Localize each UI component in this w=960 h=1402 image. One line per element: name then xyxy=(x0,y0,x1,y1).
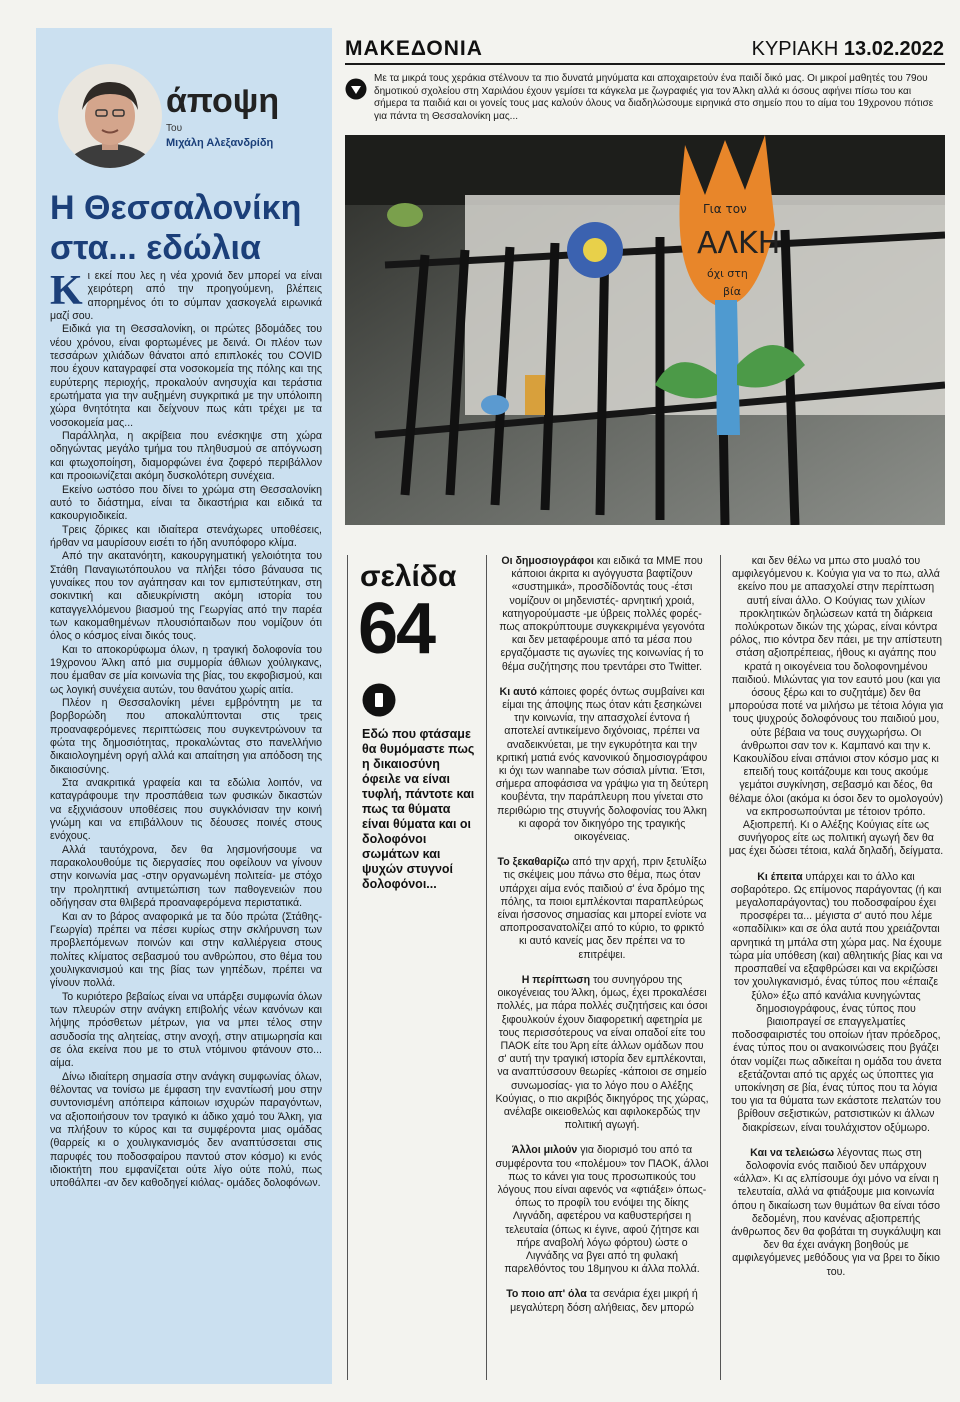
column-paragraph: Οι δημοσιογράφοι και ειδικά τα ΜΜΕ που κάποιοι άκριτα κι αγόγγυστα βαφτίζουν «συστημικά», προσδίδοντάς τους -έτσι νομίζουν οι μηδενιστές- αρνητική χροιά, κατηγορούμαστε -με ύβρεις πολλές φορές- πως αποκρύπτουμε συγκεκριμένα γεγονότα και δεν μεταφέρουμε από τα μέσα που εργαζόμαστε τις αγωνίες της κοινωνίας ή το θέμα συζήτησης που τρεντάρει στο Twitter. xyxy=(499,555,705,673)
header-divider xyxy=(345,63,945,65)
column-paragraph: Κι αυτό κάποιες φορές όντως συμβαίνει και είμαι της άποψης πως όταν κάτι ξεσηκώνει την κοινωνία, την απασχολεί έντονα ή αποτελεί αντικείμενο διχόνοιας, πρέπει να αναδεικνύεται, με την εγκυρότητα και την κριτική ματιά ενός κανονικού δημοσιογράφου κι όχι των wannabe των σόσιαλ μίντια. Έτσι, σήμερα αποφάσισα να γράψω για τη δεύτερη κουβέντα, την παράπλευρη που γίνεται στο περιθώριο της στυγνής δολοφονίας του Άλκη κι αφορά τον δικηγόρο της τραγικής οικογένειας. xyxy=(495,685,709,844)
body-paragraph: Τρεις ζόρικες και ιδιαίτερα στενάχωρες υποθέσεις, ήρθαν να μαυρίσουν εισέτι το ήδη ανυπόφορο κλίμα. xyxy=(50,523,322,549)
body-paragraph: Αλλά ταυτόχρονα, δεν θα λησμονήσουμε να παρακολουθούμε τις διεργασίες που οφείλουν να γίνουν στην κοινωνία μας -στην οργανωμένη πολιτεία- με στόχο την προληπτική αντιμετώπιση των παθογενειών που οδήγησαν στα θλιβερά προαναφερόμενα περιστατικά. xyxy=(50,843,322,910)
column-paragraph: Κι έπειτα υπάρχει και το άλλο και σοβαρότερο. Ως επίμονος παράγοντας (ή και μεγαλοπαράγοντας) του ποδοσφαίρου έχει προσφέρει τα... μέγιστα σ' αυτό που λέμε «οπαδίλικι» και σε όλα αυτά που χρειάζονται αρνητικά τη μπάλα στη χώρα μας. Να έχουμε τώρα μία υπόθεση (και) αθλητικής βίας και να προσπαθεί να εξαφθρώσει και να εκριζώσει τον χουλιγκανισμό, ένας τύπος που «έπαιζε ξύλο» έξω από κανάλια κυνηγώντας δημοσιογράφους, ένας τύπος που βιαιοπραγεί σε επαγγελματίες ποδοσφαιριστές του οποίων ήταν πρόεδρος, ένας τύπος που οι ανακοινώσεις που βγάζει όταν νομίζει πως αδικείται η ομάδα του άνετα εξετάζονται από τις αρχές ως ύποπτες για υποκίνηση σε βία, ένας τύπος που τα λόγια του για τα θύματα των εκάστοτε πελατών του βρίθουν σεξιστικών, ρατσιστικών κι άλλων διακρίσεων, είναι τουλάχιστον οξύμωρο. xyxy=(729,870,943,1134)
column-paragraph: Το ξεκαθαρίζω από την αρχή, πριν ξετυλίξω τις σκέψεις μου πάνω στο θέμα, πως όταν υπάρχει αίμα ενός παιδιού σ' ένα δρόμο της πόλης, τα ποιοι εμπλέκονται παραπλεύρως είναι ήσσονος σημασίας και μπορεί ενίοτε να αποπροσανατολίζει από το κύριο, το φρικτό κι αυτό κανείς μας δεν πρέπει να το επιτρέψει. xyxy=(497,856,707,961)
arrow-down-icon xyxy=(345,78,367,100)
drawing-text-line-1: Για τον xyxy=(703,202,747,216)
author-name: Μιχάλη Αλεξανδρίδη xyxy=(166,137,274,149)
issue-day: ΚΥΡΙΑΚΗ xyxy=(751,38,839,60)
body-paragraph: Και το αποκορύφωμα όλων, η τραγική δολοφονία του 19χρονου Άλκη από μια συμμορία άθλιων χούλιγκανς, που έμαθαν σε μία κοινωνία της βίας, του εκφοβισμού, και ως λογική συνέχεια αυτών, του θανάτου χωρίς αιτία. xyxy=(50,643,322,696)
body-paragraph: Στα ανακριτικά γραφεία και τα εδώλια λοιπόν, να καταγράφουμε την προσπάθεια των φυσικών δικαστών να εξιχνιάσουν υποθέσεις που συγκλόνισαν την κοινή γνώμη και να επιβάλλουν τις δέουσες ποινές στους ενόχους. xyxy=(50,777,322,843)
opinion-label: άποψη xyxy=(166,82,280,120)
column-divider xyxy=(347,555,348,1380)
right-column xyxy=(728,555,944,1291)
opinion-headline xyxy=(50,188,320,268)
section-name: ΜΑΚΕΔΟΝΙΑ xyxy=(345,37,483,60)
headline-line-2: στα... εδώλια xyxy=(50,229,261,267)
drawing-text-line-4: βία xyxy=(723,285,741,298)
issue-date xyxy=(752,38,944,61)
column-paragraph: Το ποιο απ' όλα τα σενάρια έχει μικρή ή μεγαλύτερη δόση αλήθειας, δεν μπορώ xyxy=(506,1288,698,1314)
drawing-text-line-3: όχι στη xyxy=(707,267,748,280)
column-paragraph: και δεν θέλω να μπω στο μυαλό του αμφιλεγόμενου κ. Κούγια για να το πω, αλλά εκείνο που με απασχολεί στην περίπτωση αυτή είναι άλλο. Ο Κούγιας των χιλίων προκλητικών δηλώσεων κατά τη διάρκεια πολύκροτων δικών της χώρας, είναι κόντρα ρόλος, πιο κόντρα δεν πάει, με την απίστευτη στάση αξιοπρέπειας, ήθους κι αγάπης που κρατά η οικογένεια του δολοφονημένου παιδιού. Μιλώντας για τον εαυτό μου (και για όσους ξέρω και το συζητάμε) δεν θα μπορούσα ποτέ να μιλήσω με τέτοια λόγια για τους ψυχρούς δολοφόνους του παιδιού μου, ούτε βέβαια να τους συγχωρήσω. Οι άνθρωποι σαν τον κ. Καμπανό και την κ. Κακουλίδου είναι σπάνιοι στον κόσμο μας κι επειδή τους κοιτάζουμε και τους ακούμε γεμάτοι συγκίνηση, σεβασμό και δέος, θα θέλαμε όλοι (ακόμα κι όσοι δεν το ομολογούν) να εκπροσωπούνται με τέτοιον τρόπο. Αξιοπρεπή. Κι ο Αλέξης Κούγιας είτε ως συνήγορος είτε ως πολιτική αγωγή δεν θα μας έχει δώσει τέτοια, καλά δηλαδή, δείγματα. xyxy=(728,555,944,858)
photo-caption: Με τα μικρά τους χεράκια στέλνουν τα πιο δυνατά μηνύματα και αποχαιρετούν ένα παιδί δικό μας. Οι μικροί μαθητές του 79ου δημοτικού σχολείου στη Χαριλάου έχουν γεμίσει τα κάγκελα με ζωγραφιές για τον Άλκη αλλά κι όσους αφήνει πίσω του και σήμερα τα παιδιά και οι γονείς τους μας καλούν όλους να διαδηλώσουμε ειρηνικά στο σημείο που το αίμα του 19χρονου πότισε για πάντα τη Θεσσαλονίκη μας... xyxy=(374,73,934,122)
body-paragraph: Και αν το βάρος αναφορικά με τα δύο πρώτα (Στάθης-Γεωργία) πρέπει να πέσει κυρίως στην σκλήρυνση των προβλεπόμενων ποινών και στην καλλιέργεια στους πολίτες κλίματος σεβασμού του ανθρώπου, στο θέμα του χουλιγκανισμού και της βίας των γηπέδων, πρέπει να γίνουν πολλά. xyxy=(50,910,322,990)
page-ref-number: 64 xyxy=(358,589,435,669)
headline-line-1: Η Θεσσαλονίκη xyxy=(50,189,302,227)
body-paragraph: Δίνω ιδιαίτερη σημασία στην ανάγκη συμφωνίας όλων, θέλοντας να τονίσω με έμφαση την εναντίωσή μου στην συντονισμένη απόπειρα κάποιων ισχυρών παραγόντων, να αξιοποιήσουν τον τραγικό κι άδικο χαμό του Άλκη, για να πλήξουν το κύρος και τα συμφέροντα μιας ομάδας (θαρρείς κι ο χουλιγκανισμός δεν αναπτύσσεται στις παρυφές του ποδοσφαίρου παντού στον κόσμο) κι ενός ιδιοκτήτη που εμφανίζεται ούτε λίγο ούτε πολύ, πως υποθάλπει -αν δεν καθοδηγεί κιόλας- ομάδες δολοφόνων. xyxy=(50,1070,322,1190)
issue-date-value: 13.02.2022 xyxy=(843,38,944,60)
drawing-text-line-2: ΑΛΚΗ xyxy=(697,226,781,261)
column-paragraph: Η περίπτωση του συνηγόρου της οικογένειας του Άλκη, όμως, έχει προκαλέσει πολλές, μα πάρα πολλές συζητήσεις και όσοι ξιφουλκούν έχουν διαφορετική αφετηρία με τους περισσότερους να είναι οπαδοί είτε του ΠΑΟΚ είτε του Άρη είτε άλλων ομάδων που σ' αυτή την τραγική ιστορία δεν εμπλέκονται, να αναπτύσσουν θεωρίες -κάποιοι σε σημείο συνωμοσίας- για το λόγο που ο Αλέξης Κούγιας, ο πιο ακριβός δικηγόρος της χώρας, ανέλαβε οικειοθελώς και αφιλοκερδώς την πολιτική αγωγή. xyxy=(495,973,709,1132)
column-paragraph: Άλλοι μιλούν για διορισμό του από τα συμφέροντα του «πολέμου» τον ΠΑΟΚ, άλλοι πως το κάνει για τους προσωπικούς του λόγους που είναι αφενός να «φτιάξει» όπως-όπως το προφίλ του ενόψει της δίκης Λιγνάδη, αφετέρου να καθυστερήσει η τελευταία (όπως κι έγινε, αφού ζήτησε και πήρε αναβολή λόγω φόρτου) ώστε ο Λιγνάδης να βγει από τη φυλακή παρελθόντος του 18μηνου κι άλλα πολλά. xyxy=(495,1144,709,1276)
drop-cap: Κ xyxy=(50,268,83,314)
page-ref-label: σελίδα xyxy=(360,560,457,593)
main-photo xyxy=(345,135,945,525)
opinion-body xyxy=(50,270,322,1191)
body-paragraph: Κι εκεί που λες η νέα χρονιά δεν μπορεί να είναι χειρότερη από την προηγούμενη, βλέπεις απορημένος ότι το σύμπαν χασκογελά ειρωνικά μαζί σου. xyxy=(50,268,322,323)
body-paragraph: Εκείνο ωστόσο που δίνει το χρώμα στη Θεσσαλονίκη αυτό το διάστημα, είναι τα δικαστήρια και ειδικά τα κακουργιοδικεία. xyxy=(50,483,322,523)
minus-icon xyxy=(362,683,396,717)
body-paragraph: Από την ακατανόητη, κακουργηματική γελοιότητα του Στάθη Παναγιωτόπουλου να πλήξει τόσο βάναυσα τις γυναίκες που τον αγάπησαν και τον εμπιστεύτηκαν, στη σοκιντική και αδιευκρίνιστη ακόμη ιστορία του καταγγελλόμενου βιασμού της Γεωργίας από την παρέα των κακομαθημένων πλουσιόπαιδων που νομίζουν ότι όλος ο κόσμος είναι δικός τους. xyxy=(50,550,322,643)
body-paragraph: Πλέον η Θεσσαλονίκη μένει εμβρόντητη με τα βορβορώδη που αποκαλύπτονται στις τρεις προαναφερόμενες περιπτώσεις που συγκεντρώνουν τα φώτα της δημοσιότητας, προκαλώντας στο πανελλήνιο δικαιολογημένη οργή αλλά και απαίτηση για απόδοση της δικαιοσύνης. xyxy=(50,697,322,776)
author-prefix: Του xyxy=(166,123,183,134)
middle-column xyxy=(495,555,709,1327)
pull-quote: Εδώ που φτάσαμε θα θυμόμαστε πως η δικαιοσύνη όφειλε να είναι τυφλή, πάντοτε και πως τα θύματα είναι θύματα και οι δολοφόνοι σωμάτων και ψυχών στυγνοί δολοφόνοι... xyxy=(362,727,475,891)
body-paragraph: Παράλληλα, η ακρίβεια που ενέσκηψε στη χώρα οδηγώντας μεγάλο τμήμα του πληθυσμού σε απόγνωση και φτωχοποίηση, διαμορφώνει ένα ζοφερό περιβάλλον και προοιωνίζεται ακόμη δυσκολότερη συνέχεια. xyxy=(50,430,322,483)
column-divider xyxy=(720,555,721,1380)
column-divider xyxy=(486,555,487,1380)
column-paragraph: Και να τελειώσω λέγοντας πως στη δολοφονία ενός παιδιού δεν υπάρχουν «άλλα». Κι ας ελπίσουμε όχι μόνο να είναι η τελευταία, αλλά να φτιάξουμε μια κοινωνία όπου η δικαίωση των θυμάτων θα είναι τόσο δεδομένη, που κανένας αξιοπρεπής άνθρωπος δεν θα φοβάται τη συγκάλυψη και δεν θα έχει ανάγκη βοηθούς με αμφιλεγόμενες μεθόδους για να βρει το δίκιο του. xyxy=(731,1146,941,1278)
body-paragraph: Ειδικά για τη Θεσσαλονίκη, οι πρώτες βδομάδες του νέου χρόνου, είναι φορτωμένες με δεινά. Οι πλέον των τεσσάρων χιλιάδων θάνατοι από επιπλοκές του COVID που έχουν καταγραφεί στα νοσοκομεία της πόλης και της ευρύτερης περιοχής, προκαλούν ανησυχία και τεράστια ερωτήματα για την αυξημένη συγκριτικά με την υπόλοιπη χώρα θνητότητα και δείχνουν πως κάτι τρέχει με τα νοσοκομεία μας... xyxy=(50,323,322,429)
author-photo xyxy=(58,64,162,168)
body-paragraph: Το κυριότερο βεβαίως είναι να υπάρξει συμφωνία όλων των πλευρών στην ανάγκη επιβολής νέων κανόνων και λήψης πρόσθετων μέτρων, για να μπει τέλος στην ασυδοσία της αλητείας, στην ανοχή, στην ατιμωρησία και σε όλα εκείνα που με το στυλ ντόμινου φτάνουν στο... αίμα. xyxy=(50,990,322,1070)
